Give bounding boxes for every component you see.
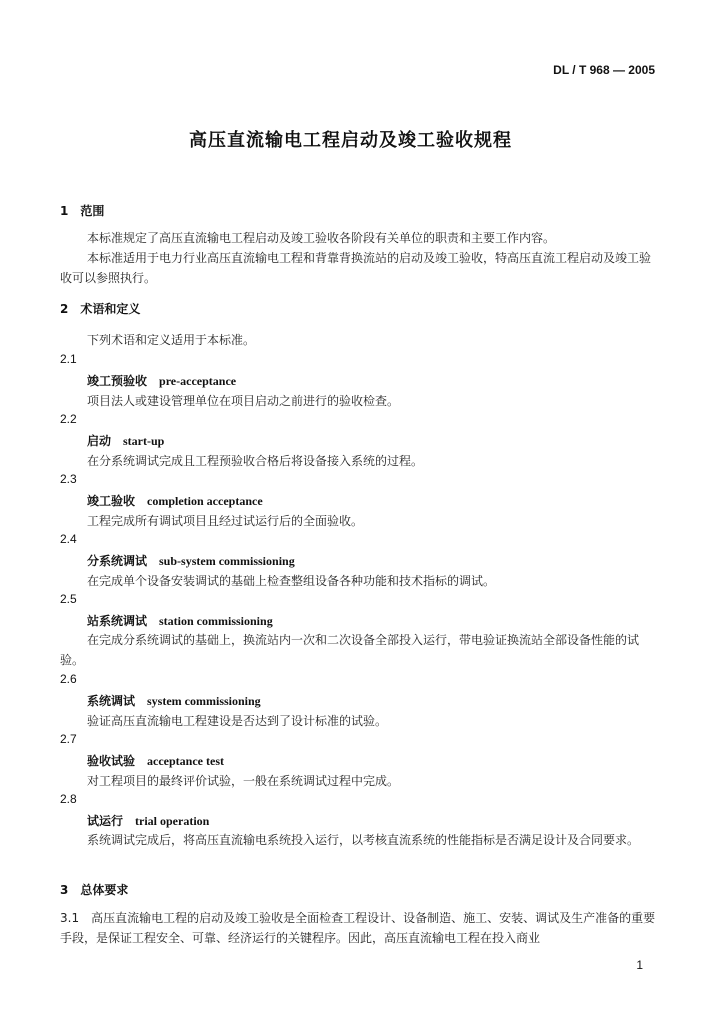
term-number: 2.2 xyxy=(60,412,77,426)
section-2-intro: 下列术语和定义适用于本标准。 xyxy=(87,333,256,347)
term-cn: 竣工验收 xyxy=(87,494,136,508)
term-en: start-up xyxy=(123,434,165,448)
standard-code: DL / T 968 — 2005 xyxy=(553,63,655,77)
term-number: 2.4 xyxy=(60,532,77,546)
section-1-paragraph-1: 本标准规定了高压直流输电工程启动及竣工验收各阶段有关单位的职责和主要工作内容。 xyxy=(87,231,556,245)
section-1-paragraph-2: 本标准适用于电力行业高压直流输电工程和背靠背换流站的启动及竣工验收，特高压直流工程启动及竣工验收可以参照执行。 xyxy=(60,251,652,285)
term-cn: 竣工预验收 xyxy=(87,374,148,388)
section-1-heading: 1 范围 xyxy=(60,204,105,218)
term-definition: 验证高压直流输电工程建设是否达到了设计标准的试验。 xyxy=(87,714,388,728)
term-heading xyxy=(87,372,236,389)
term-definition: 对工程项目的最终评价试验，一般在系统调试过程中完成。 xyxy=(87,774,400,788)
page-number: 1 xyxy=(636,958,643,972)
term-heading xyxy=(87,492,263,509)
term-number: 2.1 xyxy=(60,352,77,366)
term-heading xyxy=(87,812,209,829)
term-en: pre-acceptance xyxy=(159,374,237,388)
document-title: 高压直流输电工程启动及竣工验收规程 xyxy=(189,130,512,151)
term-heading xyxy=(87,432,164,449)
term-cn: 验收试验 xyxy=(87,754,136,768)
term-number: 2.3 xyxy=(60,472,77,486)
term-en: station commissioning xyxy=(159,614,273,628)
section-3-paragraph-1: 3.1 高压直流输电工程的启动及竣工验收是全面检查工程设计、设备制造、施工、安装、调试及生产准备的重要手段，是保证工程安全、可靠、经济运行的关键程序。因此，高压直流输电工程在投入商业 xyxy=(60,911,656,945)
section-2-heading: 2 术语和定义 xyxy=(60,302,141,316)
term-en: trial operation xyxy=(135,814,210,828)
term-en: completion acceptance xyxy=(147,494,263,508)
term-definition: 工程完成所有调试项目且经过试运行后的全面验收。 xyxy=(87,514,364,528)
term-number: 2.5 xyxy=(60,592,77,606)
term-definition: 在分系统调试完成且工程预验收合格后将设备接入系统的过程。 xyxy=(87,454,424,468)
term-cn: 站系统调试 xyxy=(87,614,148,628)
term-en: sub-system commissioning xyxy=(159,554,295,568)
term-number: 2.7 xyxy=(60,732,77,746)
term-number: 2.8 xyxy=(60,792,77,806)
term-cn: 启动 xyxy=(87,434,112,448)
term-definition: 系统调试完成后，将高压直流输电系统投入运行，以考核直流系统的性能指标是否满足设计及合同要求。 xyxy=(87,833,640,847)
term-number: 2.6 xyxy=(60,672,77,686)
term-heading xyxy=(87,552,295,569)
section-3-heading: 3 总体要求 xyxy=(60,883,129,897)
term-definition: 项目法人或建设管理单位在项目启动之前进行的验收检查。 xyxy=(87,394,400,408)
term-cn: 系统调试 xyxy=(87,694,136,708)
term-en: acceptance test xyxy=(147,754,224,768)
term-cn: 分系统调试 xyxy=(87,554,148,568)
term-heading xyxy=(87,752,224,769)
term-definition: 在完成分系统调试的基础上，换流站内一次和二次设备全部投入运行，带电验证换流站全部设备性能的试验。 xyxy=(60,633,640,667)
term-en: system commissioning xyxy=(147,694,261,708)
term-heading xyxy=(87,612,273,629)
term-heading xyxy=(87,692,261,709)
term-cn: 试运行 xyxy=(87,814,124,828)
term-definition: 在完成单个设备安装调试的基础上检查整组设备各种功能和技术指标的调试。 xyxy=(87,574,496,588)
